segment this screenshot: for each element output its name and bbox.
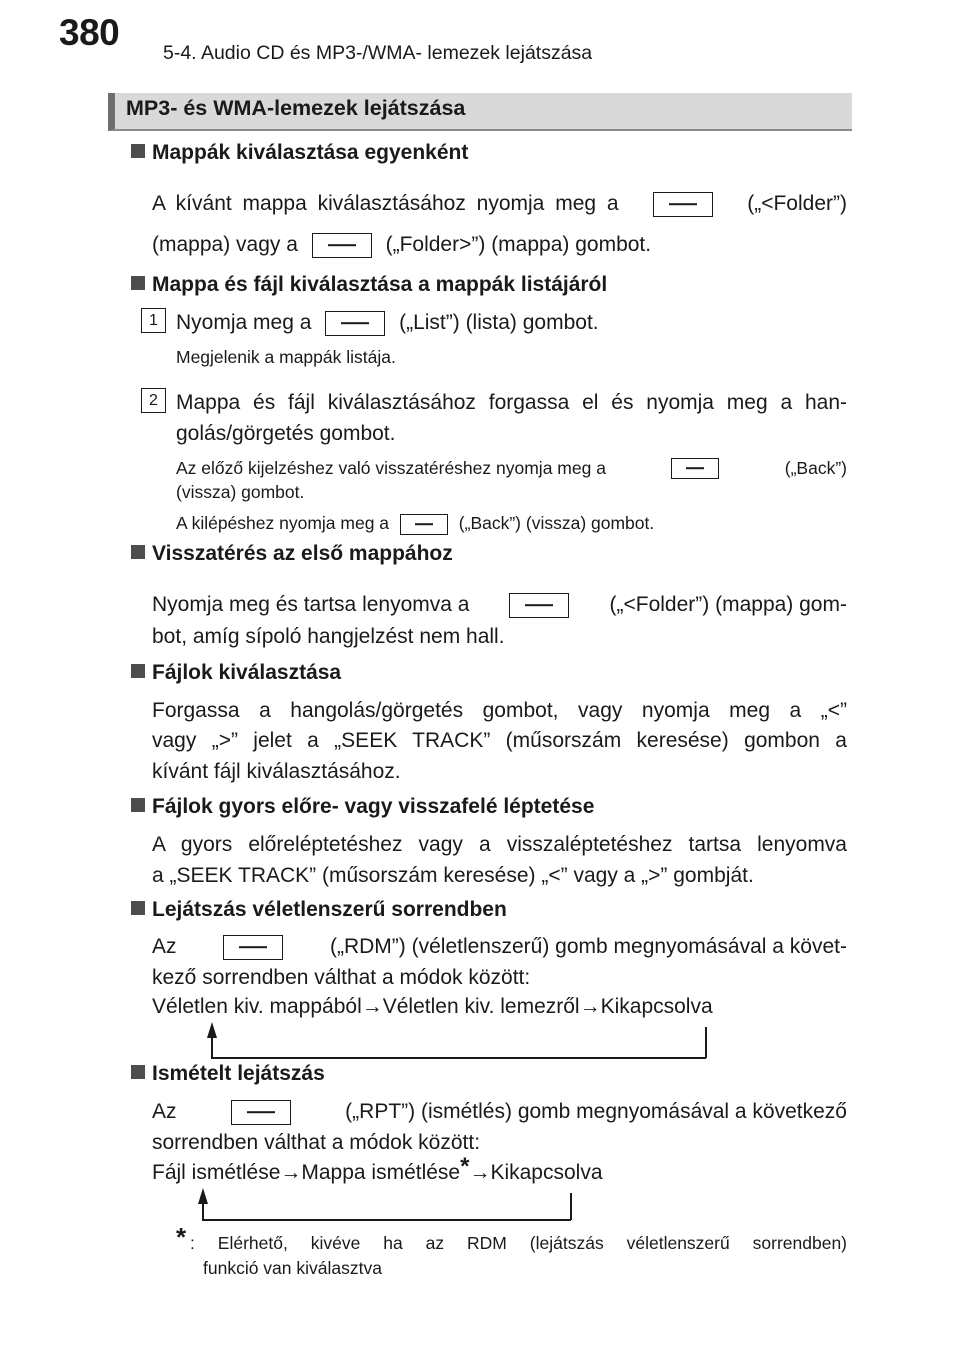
s3-line1: Nyomja meg és tartsa lenyomva a („<Folder”) (mappa) gom- [152, 593, 847, 616]
s4-line3: kívánt fájl kiválasztásához. [152, 760, 401, 783]
cycle-line-bottom [211, 1057, 706, 1059]
s5-line1: A gyors előreléptetéshez vagy a visszaléptetéshez tartsa lenyomva [152, 833, 847, 856]
step1-text: Nyomja meg a („List”) (lista) gombot. [176, 311, 599, 334]
heading-folder-select: Mappák kiválasztása egyenként [131, 141, 468, 165]
s5-line2: a „SEEK TRACK” (műsorszám keresése) „<” vagy a „>” gombját. [152, 864, 754, 887]
s7-line2: sorrendben válthat a módok között: [152, 1131, 481, 1154]
heading-fast-forward: Fájlok gyors előre- vagy visszafelé léptetése [131, 795, 594, 819]
square-bullet-icon [131, 144, 145, 158]
square-bullet-icon [131, 798, 145, 812]
step2-note1-line1: Az előző kijelzéshez való visszatéréshez nyomja meg a („Back”) [176, 458, 847, 478]
s3-line2: bot, amíg sípoló hangjelzést nem hall. [152, 625, 505, 648]
s7-line1: Az („RPT”) (ismétlés) gomb megnyomásával a következő [152, 1100, 847, 1123]
list-button-icon [325, 311, 385, 336]
footnote-line2: funkció van kiválasztva [203, 1258, 382, 1278]
cycle-line-left [202, 1202, 204, 1220]
step2-line2: golás/görgetés gombot. [176, 422, 396, 445]
square-bullet-icon [131, 276, 145, 290]
s6-line3: Véletlen kiv. mappából→Véletlen kiv. lemezről→Kikapcsolva [152, 995, 713, 1018]
heading-return-first-folder: Visszatérés az első mappához [131, 542, 453, 566]
folder-prev-button-icon [509, 593, 569, 618]
s1-line1: A kívánt mappa kiválasztásához nyomja meg a („<Folder”) [152, 192, 847, 215]
cycle-line-right [570, 1193, 572, 1220]
folder-next-button-icon [312, 233, 372, 258]
rpt-button-icon [231, 1100, 291, 1125]
step2-line1: Mappa és fájl kiválasztásához forgassa el és nyomja meg a han- [176, 391, 847, 414]
folder-prev-button-icon [653, 192, 713, 217]
step2-note2: A kilépéshez nyomja meg a („Back”) (vissza) gombot. [176, 513, 655, 533]
page-number: 380 [59, 12, 120, 53]
heading-file-select: Fájlok kiválasztása [131, 661, 341, 685]
s6-line1: Az („RDM”) (véletlenszerű) gomb megnyomásával a követ- [152, 935, 847, 958]
square-bullet-icon [131, 1065, 145, 1079]
s6-line2: kező sorrendben válthat a módok között: [152, 966, 531, 989]
square-bullet-icon [131, 664, 145, 678]
back-button-icon [671, 458, 719, 479]
back-button-icon [400, 514, 448, 535]
asterisk-mark: * [460, 1153, 470, 1180]
cycle-line-bottom [202, 1219, 571, 1221]
section-title: MP3- és WMA-lemezek lejátszása [126, 96, 466, 120]
cycle-line-right [705, 1027, 707, 1058]
s1-line2: (mappa) vagy a („Folder>”) (mappa) gombot. [152, 233, 652, 256]
square-bullet-icon [131, 901, 145, 915]
square-bullet-icon [131, 545, 145, 559]
s7-line3: Fájl ismétlése→Mappa ismétlése*→Kikapcsolva [152, 1153, 603, 1184]
heading-repeat-play: Ismételt lejátszás [131, 1062, 325, 1086]
s4-line1: Forgassa a hangolás/görgetés gombot, vagy nyomja meg a „<” [152, 699, 847, 722]
step1-note: Megjelenik a mappák listája. [176, 347, 396, 367]
step-number-1: 1 [141, 308, 166, 333]
rdm-button-icon [223, 935, 283, 960]
footnote-asterisk: * [176, 1222, 187, 1252]
step2-note1-line2: (vissza) gombot. [176, 482, 305, 502]
heading-folder-file-list: Mappa és fájl kiválasztása a mappák listájáról [131, 273, 607, 297]
heading-random-play: Lejátszás véletlenszerű sorrendben [131, 898, 507, 922]
footnote-line1: : Elérhető, kivéve ha az RDM (lejátszás véletlenszerű sorrendben) [190, 1233, 847, 1253]
s4-line2: vagy „>” jelet a „SEEK TRACK” (műsorszám keresése) gombon a [152, 729, 847, 752]
step-number-2: 2 [141, 388, 166, 413]
chapter-title: 5-4. Audio CD és MP3-/WMA- lemezek lejátszása [163, 42, 593, 64]
cycle-line-left [211, 1036, 213, 1058]
